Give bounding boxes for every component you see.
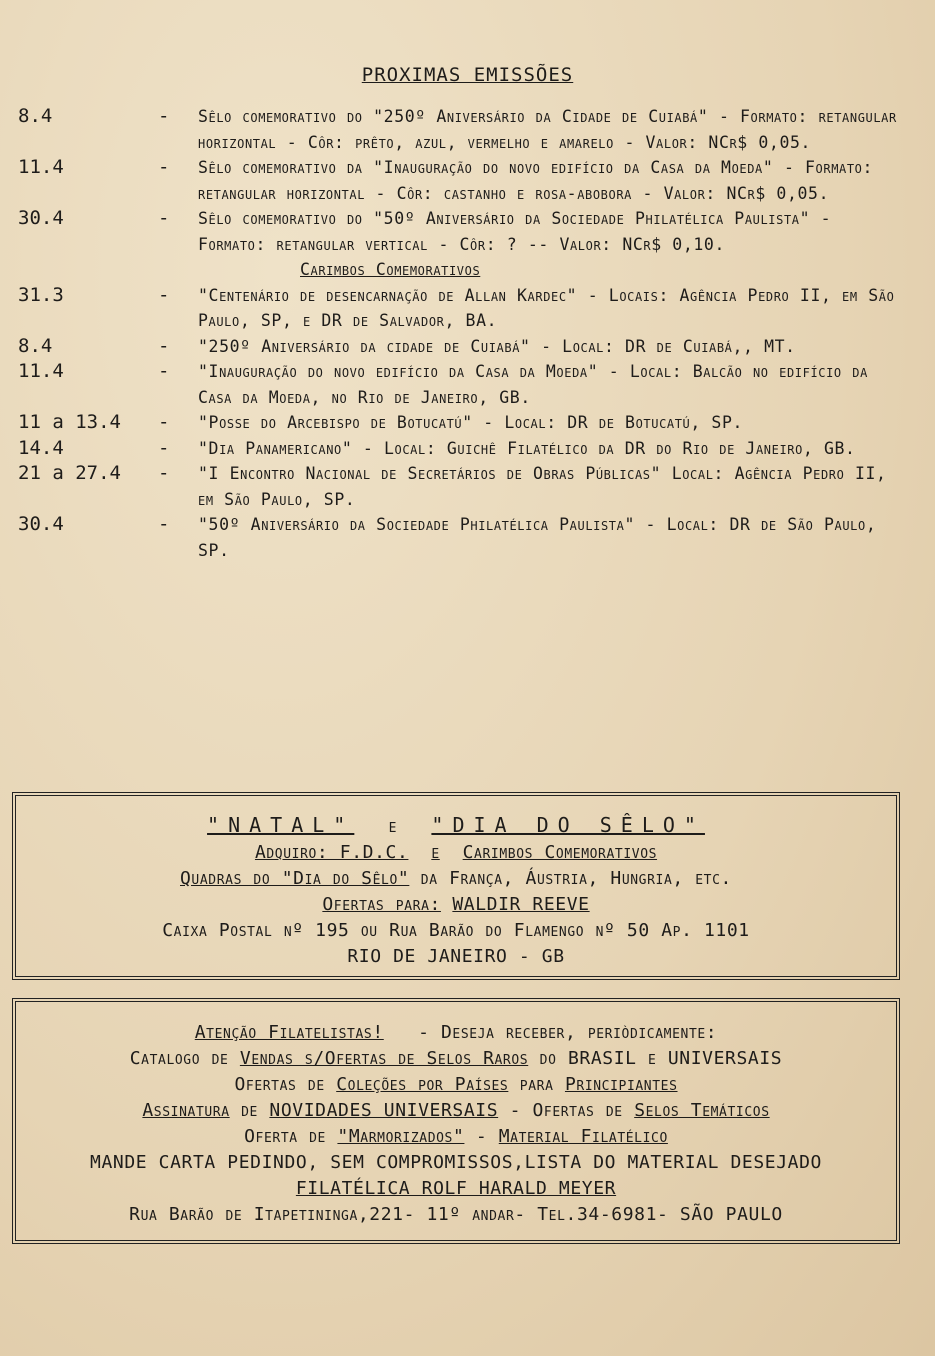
entry-dash: - bbox=[158, 462, 170, 484]
ad-address: Rua Barão de Itapetininga,221- 11º andar- Tel.34-6981- SÃO PAULO bbox=[129, 1204, 783, 1225]
natal-text: "NATAL" bbox=[207, 813, 355, 837]
ad-headline bbox=[16, 812, 896, 840]
entry-date: 8.4 bbox=[18, 334, 53, 357]
ad-text: Ofertas de bbox=[234, 1074, 325, 1095]
entry-text: Sêlo comemorativo da "Inauguração do novo edifício da Casa da Moeda" - Formato: retangular horizontal - Côr: castanho e rosa-abobora - Valor: NCr$ 0,05. bbox=[198, 158, 874, 203]
ad-text: para bbox=[519, 1074, 554, 1095]
entry-text: "50º Aniversário da Sociedade Philatélica Paulista" - Local: DR de São Paulo, SP. bbox=[198, 515, 877, 560]
entry-dash: - bbox=[158, 283, 170, 306]
entry-dash: - bbox=[158, 334, 170, 357]
entry-date: 11.4 bbox=[18, 360, 64, 382]
entry-dash: - bbox=[158, 360, 170, 382]
ad-text: de bbox=[241, 1100, 258, 1121]
entry-text: "Posse do Arcebispo de Botucatú" - Local: DR de Botucatú, SP. bbox=[198, 413, 744, 432]
quadras-countries-text: da França, Áustria, Hungria, etc. bbox=[420, 868, 732, 889]
adquiro-text: Adquiro: F.D.C. bbox=[254, 842, 409, 863]
issue-entry bbox=[18, 155, 898, 206]
attention-text: Atenção Filatelistas! bbox=[194, 1022, 384, 1043]
carimbo-entry bbox=[18, 436, 898, 462]
carimbo-entry bbox=[18, 512, 898, 563]
entry-date: 30.4 bbox=[18, 513, 64, 535]
entry-text: "Dia Panamericano" - Local: Guichê Filatélico da DR do Rio de Janeiro, GB. bbox=[198, 438, 856, 458]
ad-text: Catalogo de bbox=[129, 1048, 229, 1069]
ad-text: do BRASIL e UNIVERSAIS bbox=[539, 1048, 783, 1069]
issue-entry bbox=[18, 104, 898, 155]
carimbo-entry bbox=[18, 283, 898, 334]
entry-dash: - bbox=[158, 513, 170, 535]
entry-text: "I Encontro Nacional de Secretários de Obras Públicas" Local: Agência Pedro II, em São Paulo, SP. bbox=[198, 464, 887, 509]
ad-line bbox=[16, 840, 896, 866]
entry-dash: - bbox=[158, 105, 170, 127]
page-title: PROXIMAS EMISSÕES bbox=[361, 64, 574, 86]
entry-date: 11 a 13.4 bbox=[18, 411, 121, 433]
carimbos-text: Carimbos Comemorativos bbox=[462, 842, 658, 863]
ad-line bbox=[16, 866, 896, 892]
entry-dash: - bbox=[158, 207, 170, 229]
ad-text: Material Filatélico bbox=[498, 1126, 668, 1147]
advertisement-natal bbox=[12, 792, 900, 980]
ofertas-text: Ofertas para: bbox=[322, 894, 441, 915]
carimbos-heading: Carimbos Comemorativos bbox=[300, 260, 481, 279]
entry-text: "Inauguração do novo edifício da Casa da Moeda" - Local: Balcão no edifício da Casa da Moeda, no Rio de Janeiro, GB. bbox=[198, 362, 868, 407]
entry-dash: - bbox=[158, 436, 170, 459]
quadras-text: Quadras do "Dia do Sêlo" bbox=[180, 868, 410, 889]
ad-text: "Marmorizados" bbox=[337, 1126, 465, 1147]
ad-line bbox=[16, 1098, 896, 1124]
entry-date: 11.4 bbox=[18, 156, 64, 178]
entry-dash: - bbox=[158, 156, 170, 178]
dia-do-selo-text: "DIA DO SÊLO" bbox=[431, 813, 705, 837]
ad-line bbox=[16, 1072, 896, 1098]
ad-line bbox=[16, 1124, 896, 1150]
carimbo-entry bbox=[18, 334, 898, 360]
ad-text: Oferta de bbox=[244, 1126, 326, 1147]
ad-line bbox=[16, 1046, 896, 1072]
entries-list bbox=[18, 104, 898, 563]
conjunction-text: e bbox=[388, 816, 398, 837]
entry-text: Sêlo comemorativo do "250º Aniversário da Cidade de Cuiabá" - Formato: retangular horizontal - Côr: prêto, azul, vermelho e amarelo - Valor: NCr$ 0,05. bbox=[198, 107, 897, 152]
issue-entry bbox=[18, 206, 898, 257]
ad-line bbox=[16, 1020, 896, 1046]
entry-date: 14.4 bbox=[18, 436, 64, 459]
advertisement-filatelica bbox=[12, 998, 900, 1244]
carimbo-entry bbox=[18, 461, 898, 512]
advertiser-name: WALDIR REEVE bbox=[452, 894, 590, 915]
ad-text: NOVIDADES UNIVERSAIS bbox=[269, 1100, 499, 1121]
ad-text: - Deseja receber, periòdicamente: bbox=[418, 1022, 718, 1043]
ad-text: Assinatura bbox=[142, 1100, 230, 1121]
entry-date: 30.4 bbox=[18, 207, 64, 229]
ad-text: - bbox=[475, 1126, 488, 1147]
conjunction-text: e bbox=[431, 842, 440, 863]
ad-company-name: FILATÉLICA ROLF HARALD MEYER bbox=[295, 1178, 617, 1199]
ad-city: RIO DE JANEIRO - GB bbox=[347, 946, 565, 967]
carimbo-entry bbox=[18, 359, 898, 410]
carimbo-entry bbox=[18, 410, 898, 436]
entry-text: Sêlo comemorativo do "50º Aniversário da Sociedade Philatélica Paulista" - Formato: retangular vertical - Côr: ? -- Valor: NCr$ 0,10. bbox=[198, 209, 832, 254]
ad-text: Selos Temáticos bbox=[634, 1100, 770, 1121]
ad-address: Caixa Postal nº 195 ou Rua Barão do Flamengo nº 50 Ap. 1101 bbox=[162, 920, 750, 941]
entry-text: "Centenário de desencarnação de Allan Kardec" - Locais: Agência Pedro II, em São Paulo, SP, e DR de Salvador, BA. bbox=[198, 285, 895, 330]
entry-dash: - bbox=[158, 411, 170, 433]
entry-date: 21 a 27.4 bbox=[18, 462, 121, 484]
ad-line bbox=[16, 892, 896, 918]
ad-text: Coleções por Países bbox=[336, 1074, 509, 1095]
entry-date: 8.4 bbox=[18, 105, 53, 127]
ad-line: MANDE CARTA PEDINDO, SEM COMPROMISSOS,LISTA DO MATERIAL DESEJADO bbox=[90, 1152, 822, 1173]
ad-text: Vendas s/Ofertas de Selos Raros bbox=[239, 1048, 529, 1069]
entry-text: "250º Aniversário da cidade de Cuiabá" - Local: DR de Cuiabá,, MT. bbox=[198, 336, 796, 356]
ad-text: Principiantes bbox=[564, 1074, 678, 1095]
entry-date: 31.3 bbox=[18, 283, 64, 306]
ad-text: - Ofertas de bbox=[509, 1100, 623, 1121]
